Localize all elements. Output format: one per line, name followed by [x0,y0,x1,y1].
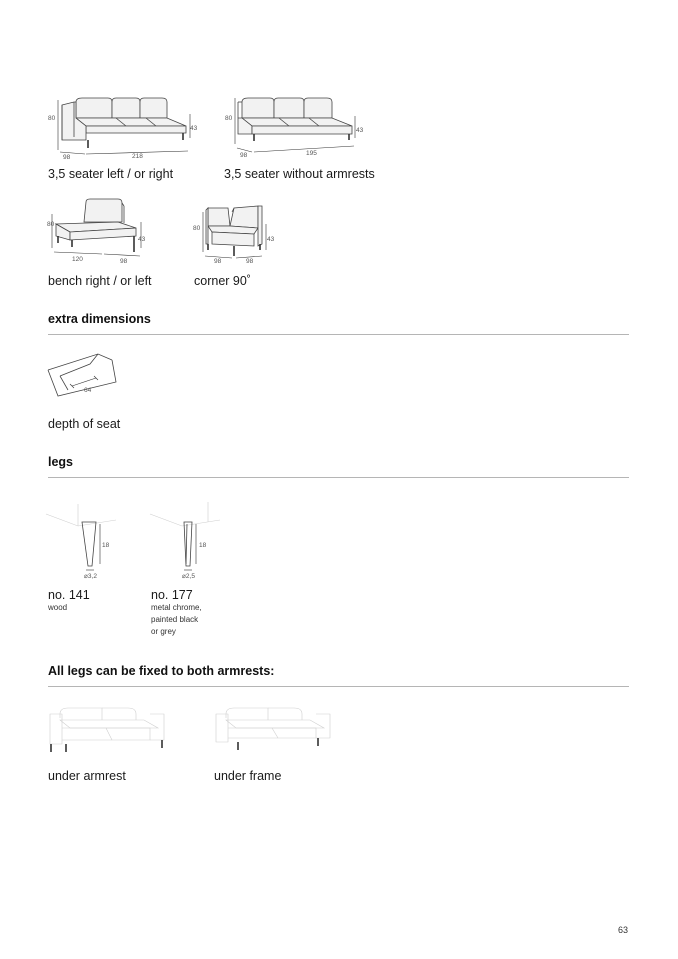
dim-depth-label: 98 [240,152,248,159]
page-number: 63 [618,925,629,935]
module-caption: 3,5 seater left / or right [48,167,174,181]
dim-seat-label: 43 [356,127,364,134]
seat-depth-drawing [46,350,126,410]
dim-depth-a-label: 98 [214,258,222,265]
dim-seat-label: 43 [190,125,198,132]
dim-width-label: 120 [72,256,83,263]
module-caption: corner 90˚ [194,274,251,288]
bench-drawing [46,196,156,268]
leg-177-drawing [150,500,230,584]
sofa-no-armrests-drawing [224,92,374,162]
dim-width-label: 195 [306,150,317,157]
dim-height-label: 80 [193,225,201,232]
dim-width-label: 218 [132,153,143,160]
seat-depth-caption: depth of seat [48,417,121,431]
dim-seat-label: 43 [267,236,275,243]
module-caption: bench right / or left [48,274,152,288]
dim-depth-label: 98 [63,154,71,161]
seat-depth-label: 64 [84,387,92,394]
section-heading: All legs can be fixed to both armrests: [48,664,275,678]
leg-description: wood [48,603,68,612]
leg-height-label: 18 [102,542,110,549]
dim-seat-label: 43 [138,236,146,243]
leg-diameter-label: ⌀2,5 [182,573,195,580]
corner-90-drawing [192,200,282,268]
armrest-option-caption: under frame [214,769,282,783]
section-divider [48,686,629,687]
module-caption: 3,5 seater without armrests [224,167,375,181]
dim-depth-label: 98 [120,258,128,265]
leg-diameter-label: ⌀3,2 [84,573,97,580]
leg-name: no. 177 [151,588,193,602]
section-heading: extra dimensions [48,312,151,326]
leg-description: or grey [151,627,176,636]
sofa-under-armrest-drawing [46,700,168,758]
section-divider [48,334,629,335]
sofa-3-5-seater-drawing [46,92,206,162]
dim-height-label: 80 [47,221,55,228]
leg-141-drawing [46,500,126,584]
sofa-under-frame-drawing [212,700,334,758]
leg-description: metal chrome, [151,603,202,612]
dim-depth-b-label: 98 [246,258,254,265]
leg-description: painted black [151,615,199,624]
dim-height-label: 80 [48,115,56,122]
section-heading: legs [48,455,74,469]
section-divider [48,477,629,478]
dim-height-label: 80 [225,115,233,122]
leg-height-label: 18 [199,542,207,549]
armrest-option-caption: under armrest [48,769,126,783]
leg-name: no. 141 [48,588,90,602]
